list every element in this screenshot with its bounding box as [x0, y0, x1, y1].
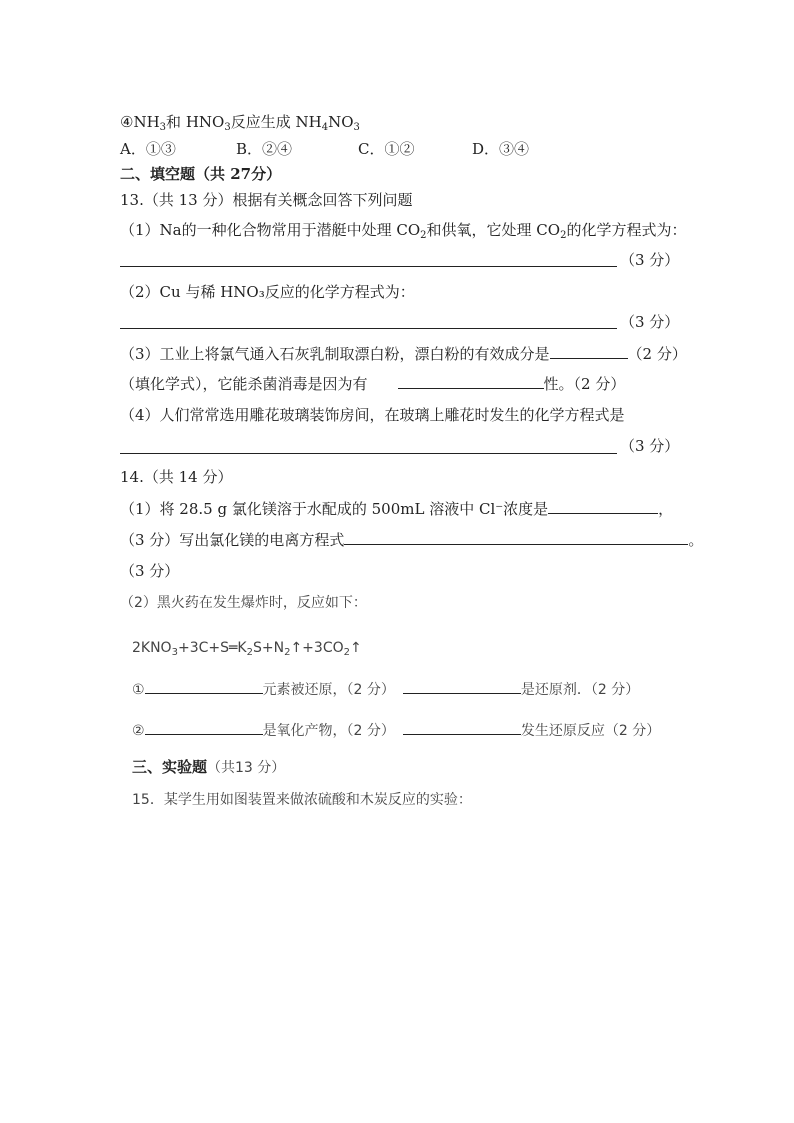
q14-part1-score: （3 分） — [120, 562, 180, 580]
q14-row-1: ① 元素被还原，（2 分） 是还原剂．（2 分） — [132, 679, 639, 700]
q14-part2: （2）黑火药在发生爆炸时，反应如下： — [120, 595, 367, 611]
q13-part2-answer-line[interactable] — [120, 328, 617, 329]
q14-part1-line2: （3 分）写出氯化镁的电离方程式 。 — [120, 531, 704, 549]
q15-text: 15．某学生用如图装置来做浓硫酸和木炭反应的实验： — [132, 792, 472, 808]
choice-b: B．②④ — [236, 140, 293, 158]
section-3-title: 三、实验题（共13 分） — [132, 758, 286, 776]
q14-oxidation-product-blank[interactable] — [145, 720, 263, 735]
q14-reduced-element-blank[interactable] — [145, 679, 263, 694]
q14-reduction-reaction-blank[interactable] — [403, 720, 521, 735]
choice-d: D．③④ — [472, 140, 530, 158]
q13-part1-score: （3 分） — [620, 251, 680, 269]
q14-concentration-blank[interactable] — [548, 499, 658, 514]
q13-part4-answer-line[interactable] — [120, 453, 617, 454]
q13-part4-score: （3 分） — [620, 437, 680, 455]
q13-part2: （2）Cu 与稀 HNO₃反应的化学方程式为： — [120, 283, 415, 301]
q13-part1-answer-line[interactable] — [120, 266, 617, 267]
q14-row-2: ② 是氧化产物，（2 分） 发生还原反应（2 分） — [132, 720, 660, 741]
prev-question-item-4: $④NH_3$和 $HNO_3$反应生成 $NH_4NO_3$ — [120, 113, 360, 133]
choice-a: A．①③ — [120, 140, 176, 158]
choice-c: C．①② — [358, 140, 415, 158]
q14-part1-line1: （1）将 28.5 g 氯化镁溶于水配成的 500mL 溶液中 Cl⁻浓度是 ， — [120, 500, 674, 518]
q13-part3-line2: （填化学式），它能杀菌消毒是因为有 性。（2 分） — [120, 375, 626, 393]
q13-part3-line1: （3）工业上将氯气通入石灰乳制取漂白粉，漂白粉的有效成分是 （2 分） — [120, 345, 687, 363]
q13-part2-score: （3 分） — [620, 313, 680, 331]
q14-heading: 14.（共 14 分） — [120, 468, 233, 486]
q14-equation: $2KNO_3+3C+S═K_2S+N_2↑+3CO_2↑$ — [132, 640, 362, 658]
q14-ionization-blank[interactable] — [344, 530, 688, 545]
q13-heading: 13.（共 13 分）根据有关概念回答下列问题 — [120, 191, 413, 209]
q14-reducing-agent-blank[interactable] — [403, 679, 521, 694]
q13-part4: （4）人们常常选用雕花玻璃装饰房间，在玻璃上雕花时发生的化学方程式是 — [120, 406, 625, 424]
q13-part3-blank-1[interactable] — [550, 344, 628, 359]
q13-part1: （1）Na的一种化合物常用于潜艇中处理 $CO_2$和供氧，它处理 $CO_2$的化学方程式为： — [120, 221, 687, 241]
q13-part3-blank-2[interactable] — [398, 374, 544, 389]
section-2-title: 二、填空题（共 27分） — [120, 165, 282, 183]
